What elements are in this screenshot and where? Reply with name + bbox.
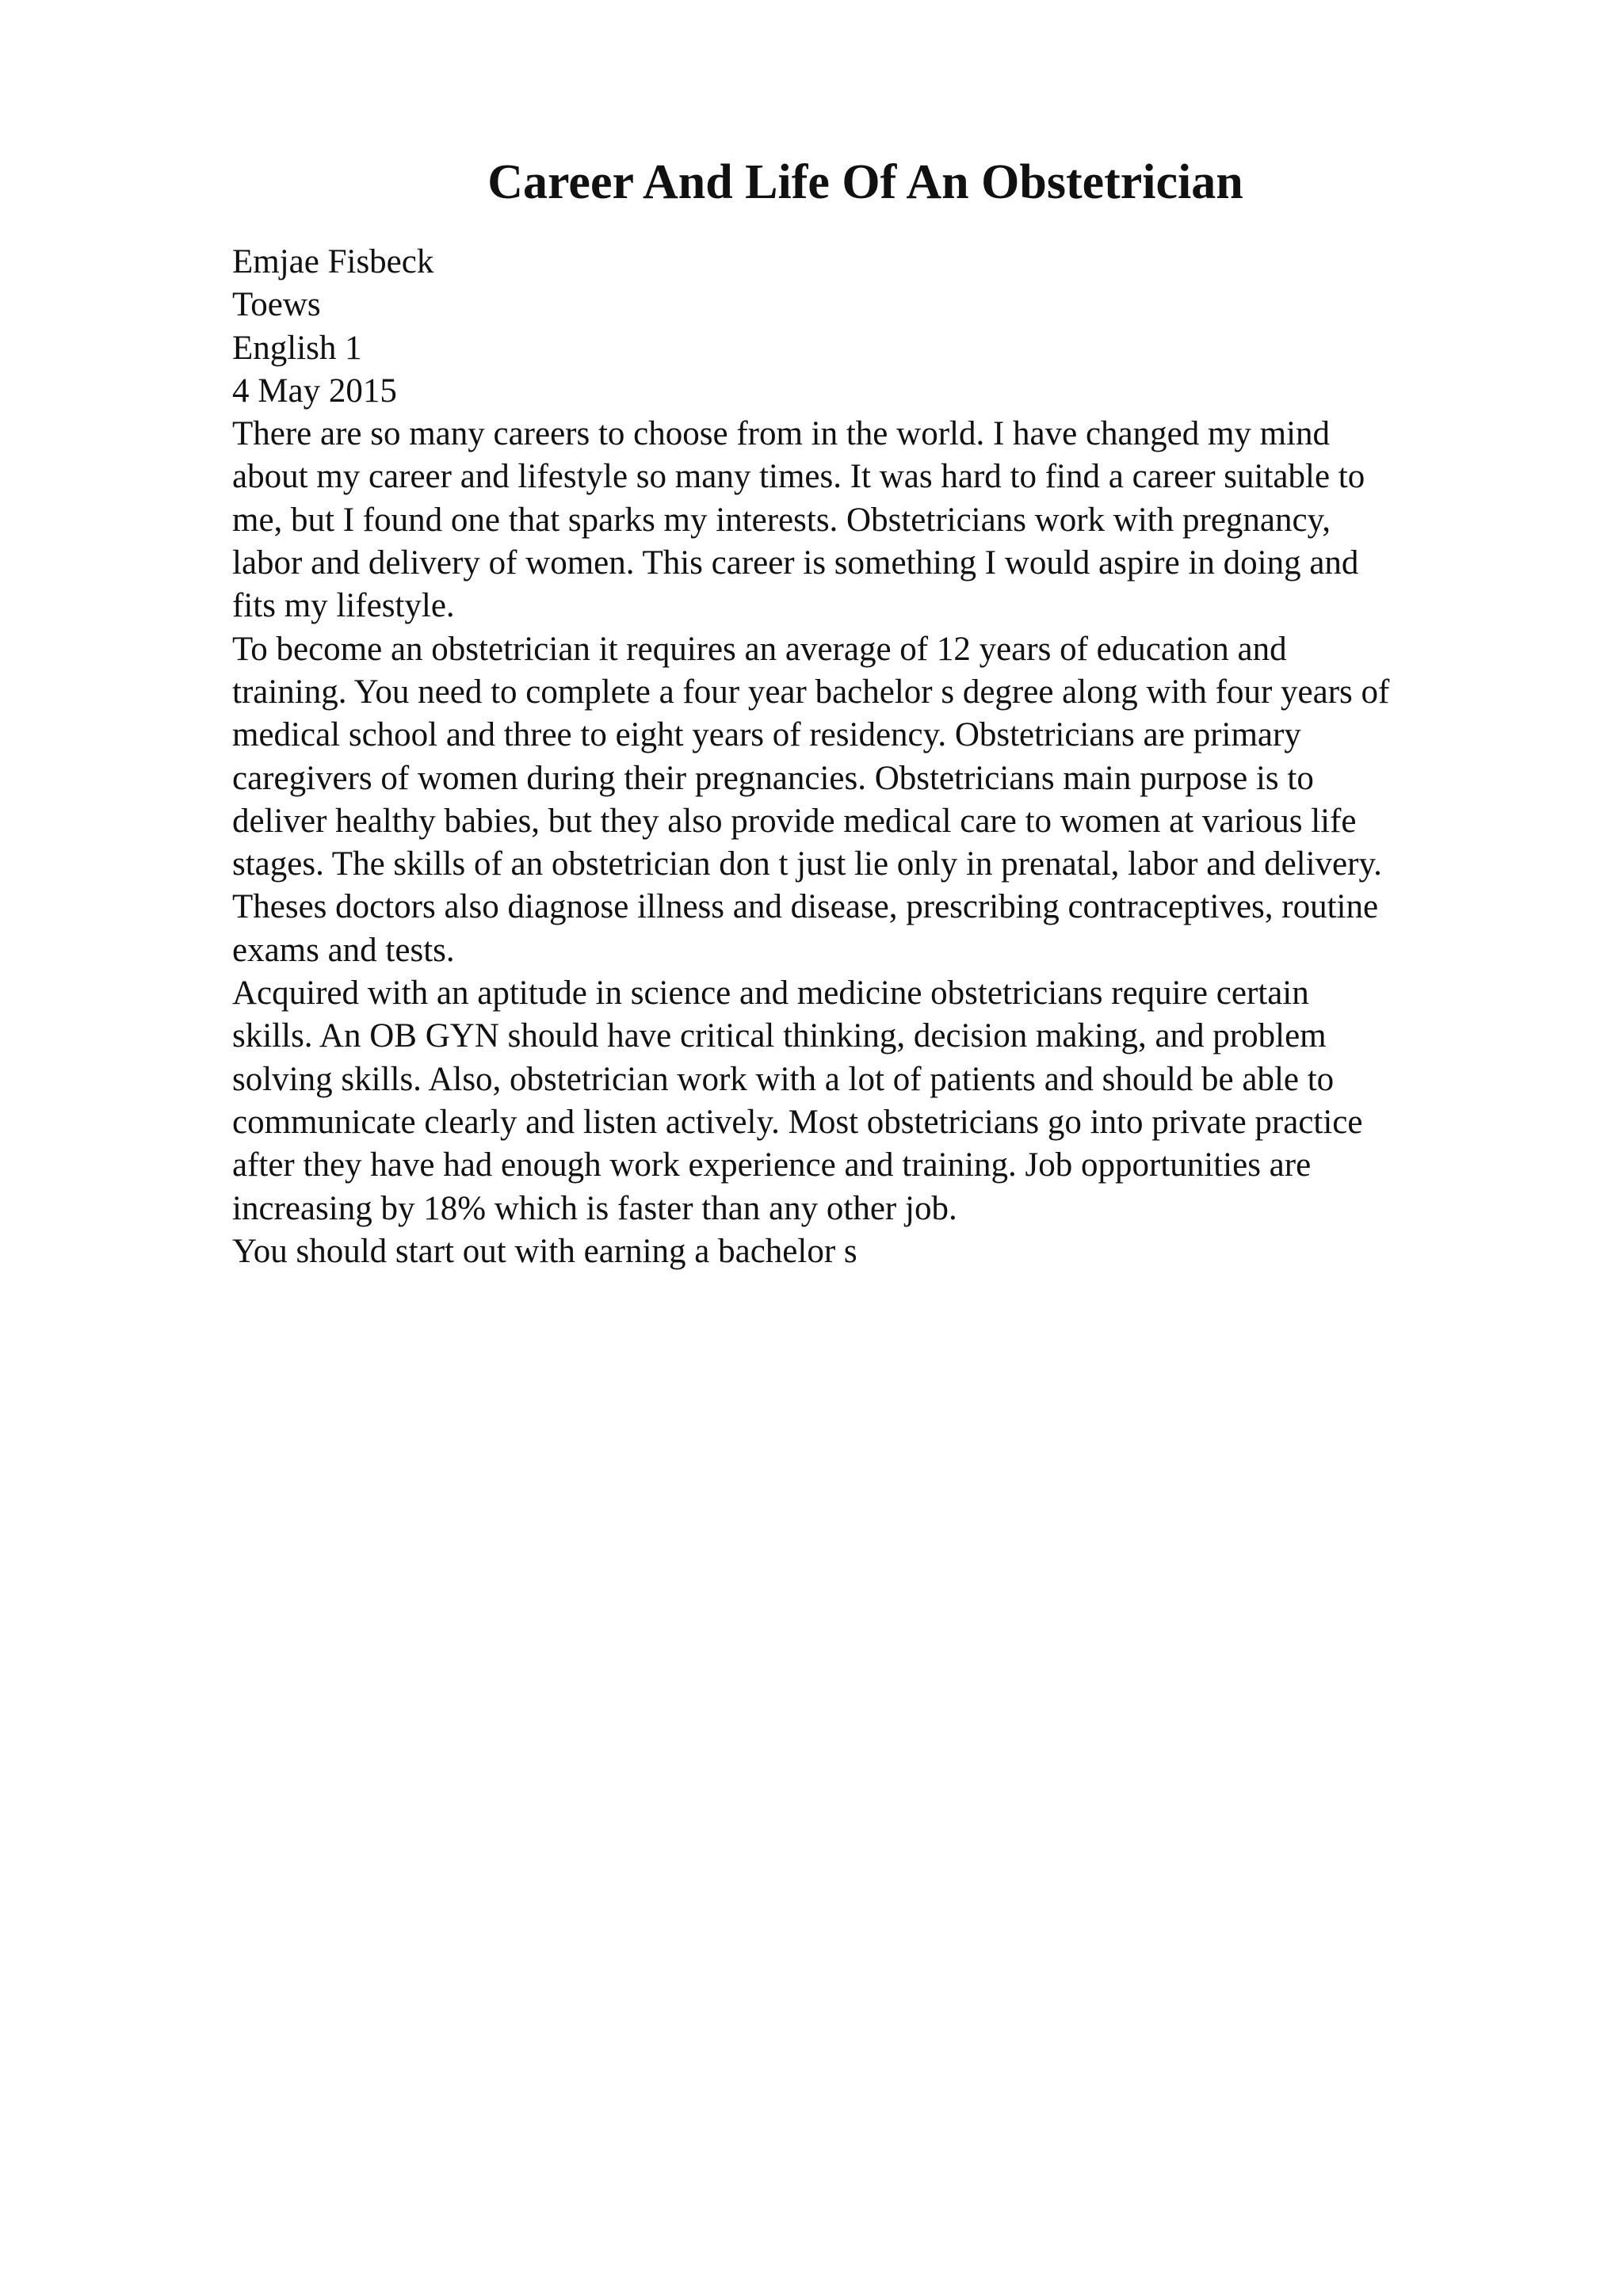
paragraph-line: medical school and three to eight years of residency. Obstetricians are primary (232, 716, 1301, 754)
document-body (232, 241, 1595, 1273)
document-date: 4 May 2015 (232, 372, 397, 410)
paragraph-line: labor and delivery of women. This career is something I would aspire in doing and (232, 544, 1359, 582)
paragraph-line: increasing by 18% which is faster than any other job. (232, 1189, 957, 1227)
paragraph-line: Acquired with an aptitude in science and medicine obstetricians require certain (232, 974, 1309, 1013)
paragraph-line: deliver healthy babies, but they also provide medical care to women at various life (232, 802, 1357, 840)
paragraph-line: You should start out with earning a bachelor s (232, 1232, 857, 1270)
paragraph-line: about my career and lifestyle so many times. It was hard to find a career suitable to (232, 458, 1365, 496)
paragraph-line: exams and tests. (232, 931, 455, 969)
paragraph-line: training. You need to complete a four year bachelor s degree along with four years of (232, 673, 1390, 711)
paragraph-line: fits my lifestyle. (232, 587, 455, 625)
paragraph-line: There are so many careers to choose from in the world. I have changed my mind (232, 415, 1331, 453)
paragraph-line: stages. The skills of an obstetrician don t just lie only in prenatal, labor and delivery. (232, 845, 1382, 883)
author-name: Emjae Fisbeck (232, 243, 434, 280)
paragraph-line: solving skills. Also, obstetrician work with a lot of patients and should be able to (232, 1060, 1335, 1098)
document-title: Career And Life Of An Obstetrician (487, 155, 1243, 209)
paragraph-line: after they have had enough work experience and training. Job opportunities are (232, 1146, 1312, 1184)
paragraph-line: communicate clearly and listen actively. Most obstetricians go into private practice (232, 1103, 1363, 1141)
teacher-name: Toews (232, 286, 321, 324)
course-name: English 1 (232, 329, 362, 367)
paragraph-line: me, but I found one that sparks my interests. Obstetricians work with pregnancy, (232, 501, 1331, 539)
paragraph-line: To become an obstetrician it requires an average of 12 years of education and (232, 630, 1287, 668)
paragraph-line: skills. An OB GYN should have critical thinking, decision making, and problem (232, 1017, 1327, 1055)
paragraph-line: Theses doctors also diagnose illness and disease, prescribing contraceptives, routine (232, 888, 1379, 926)
paragraph-line: caregivers of women during their pregnancies. Obstetricians main purpose is to (232, 759, 1314, 797)
